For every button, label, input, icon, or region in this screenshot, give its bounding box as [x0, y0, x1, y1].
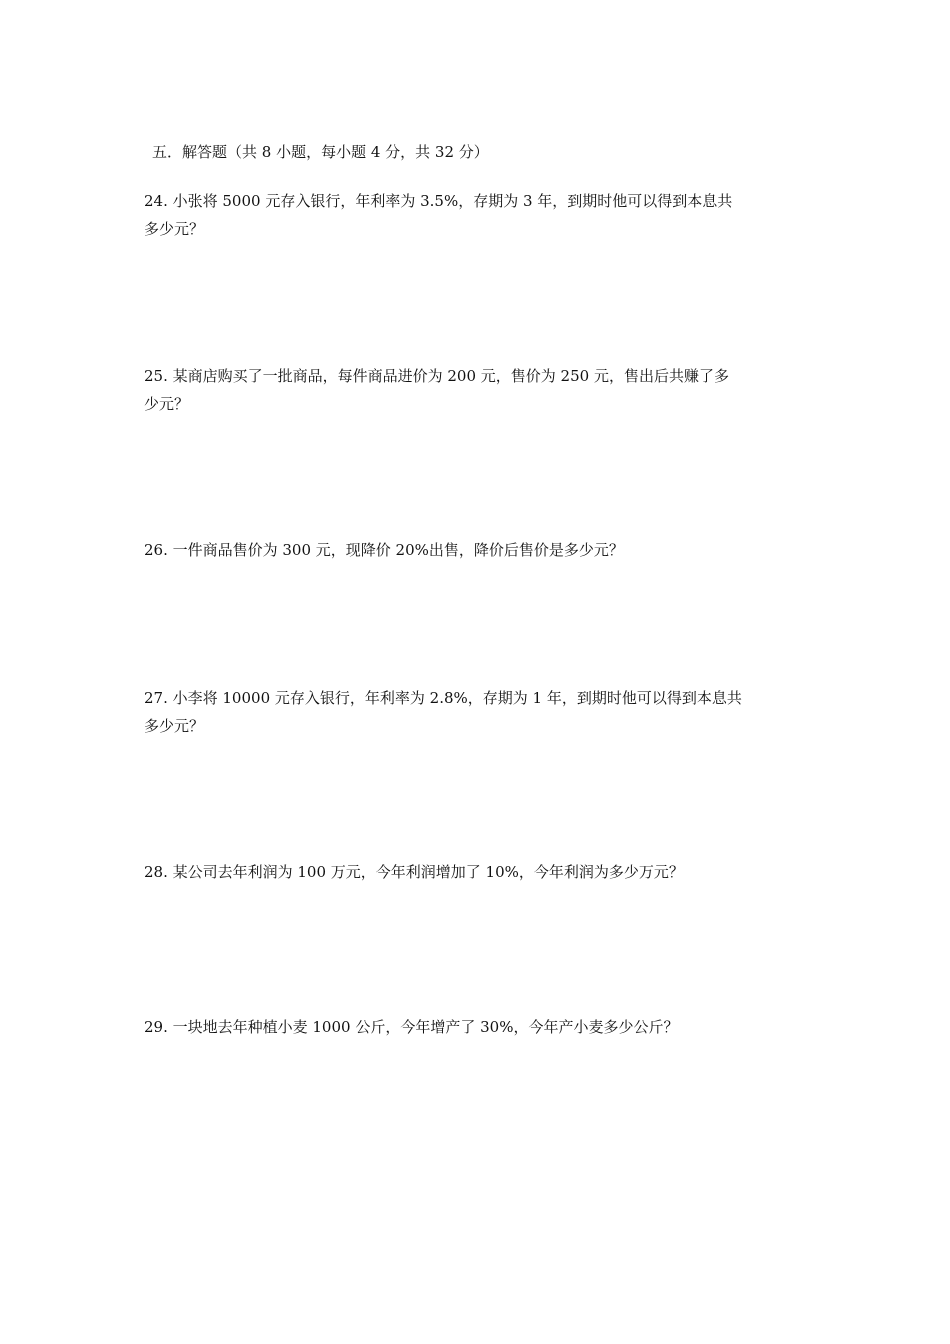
question-29 [144, 1013, 814, 1041]
section-heading: 五．解答题（共 8 小题，每小题 4 分，共 32 分） [152, 143, 489, 161]
question-27 [144, 684, 814, 740]
question-text-line: 多少元？ [144, 220, 205, 238]
question-text-line: 29. 一块地去年种植小麦 1000 公斤，今年增产了 30%，今年产小麦多少公斤？ [144, 1018, 679, 1036]
question-24 [144, 187, 814, 243]
question-text-line: 28. 某公司去年利润为 100 万元，今年利润增加了 10%，今年利润为多少万元？ [144, 863, 684, 881]
question-26 [144, 536, 814, 564]
question-text-line: 27. 小李将 10000 元存入银行，年利率为 2.8%，存期为 1 年，到期时他可以得到本息共 [144, 689, 742, 707]
question-text-line: 26. 一件商品售价为 300 元，现降价 20%出售，降价后售价是多少元？ [144, 541, 624, 559]
question-text-line: 25. 某商店购买了一批商品，每件商品进价为 200 元，售价为 250 元，售出后共赚了多 [144, 367, 729, 385]
question-25 [144, 362, 814, 418]
question-text-line: 24. 小张将 5000 元存入银行，年利率为 3.5%，存期为 3 年，到期时他可以得到本息共 [144, 192, 733, 210]
question-text-line: 多少元？ [144, 717, 205, 735]
question-28 [144, 858, 814, 886]
question-text-line: 少元？ [144, 395, 190, 413]
